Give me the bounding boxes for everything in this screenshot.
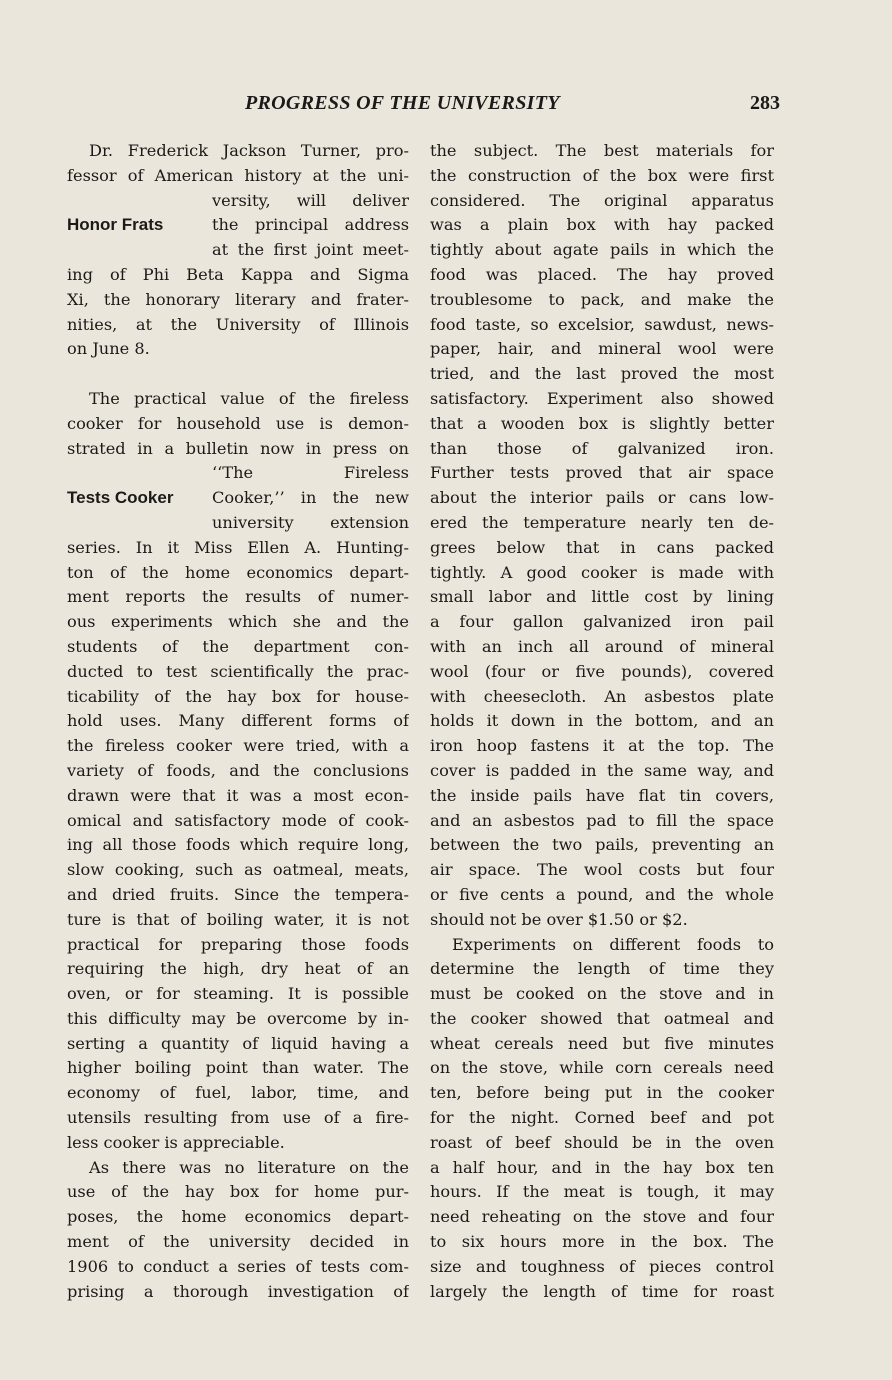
text-line: ducted to test scientifically the prac- <box>67 661 409 681</box>
text-line: fessor of American history at the uni- <box>67 165 409 185</box>
text-line: and an asbestos pad to fill the space <box>430 810 774 830</box>
text-line: the cooker showed that oatmeal and <box>430 1008 774 1028</box>
text-line: and dried fruits. Since the tempera- <box>67 884 409 904</box>
text-line: versity, will deliver <box>212 190 409 210</box>
text-line: strated in a bulletin now in press on <box>67 438 409 458</box>
text-line: size and toughness of pieces control <box>430 1256 774 1276</box>
text-line: iron hoop fastens it at the top. The <box>430 736 774 756</box>
text-line: must be cooked on the stove and in <box>430 984 774 1004</box>
text-line: with an inch all around of mineral <box>430 636 774 656</box>
text-line: utensils resulting from use of a fire- <box>67 1108 409 1128</box>
sidenote-row <box>67 486 409 511</box>
text-line: ered the temperature nearly ten de- <box>430 512 774 532</box>
sidenote-honor-frats: Honor Frats <box>67 215 164 235</box>
text-line: troublesome to pack, and make the <box>430 289 774 309</box>
text-line: ton of the home economics depart- <box>67 562 409 582</box>
text-line: tried, and the last proved the most <box>430 364 774 384</box>
text-line: holds it down in the bottom, and an <box>430 711 774 731</box>
text-line: ten, before being put in the cooker <box>430 1083 774 1103</box>
paragraph-experiments <box>430 933 774 1305</box>
text-line: need reheating on the stove and four <box>430 1207 774 1227</box>
text-line: tightly. A good cooker is made with <box>430 562 774 582</box>
sidenote-row <box>67 213 409 238</box>
text-line: the construction of the box were first <box>430 165 774 185</box>
left-column <box>67 139 409 1304</box>
text-line: the principal address <box>212 215 409 235</box>
text-line: for the night. Corned beef and pot <box>430 1108 774 1128</box>
text-line: oven, or for steaming. It is possible <box>67 984 409 1004</box>
text-line: hours. If the meat is tough, it may <box>430 1182 774 1202</box>
text-line: requiring the high, dry heat of an <box>67 959 409 979</box>
text-line: ous experiments which she and the <box>67 612 409 632</box>
text-line: The practical value of the fireless <box>89 388 409 408</box>
text-line: 1906 to conduct a series of tests com- <box>67 1256 409 1276</box>
text-line: cooker for household use is demon- <box>67 413 409 433</box>
text-line: grees below that in cans packed <box>430 537 774 557</box>
text-line: the subject. The best materials for <box>430 141 774 160</box>
text-line: this difficulty may be overcome by in- <box>67 1008 409 1028</box>
paragraph-tests-cooker <box>67 387 409 1156</box>
text-line: was a plain box with hay packed <box>430 215 774 235</box>
text-line: air space. The wool costs but four <box>430 860 774 880</box>
text-line: less cooker is appreciable. <box>67 1132 285 1152</box>
text-line: prising a thorough investigation of <box>67 1281 409 1301</box>
text-line: or five cents a pound, and the whole <box>430 884 774 904</box>
text-line: higher boiling point than water. The <box>67 1058 409 1078</box>
text-line: the inside pails have flat tin covers, <box>430 785 774 805</box>
text-line: omical and satisfactory mode of cook- <box>67 810 409 830</box>
text-line: use of the hay box for home pur- <box>67 1182 409 1202</box>
page-header <box>245 92 780 120</box>
text-line: considered. The original apparatus <box>430 190 774 210</box>
text-line: drawn were that it was a most econ- <box>67 785 409 805</box>
text-line: with cheesecloth. An asbestos plate <box>430 686 774 706</box>
text-line: Xi, the honorary literary and frater- <box>67 289 409 309</box>
text-line: serting a quantity of liquid having a <box>67 1033 409 1053</box>
text-line: practical for preparing those foods <box>67 934 409 954</box>
text-line: hold uses. Many different forms of <box>67 711 409 731</box>
text-line: students of the department con- <box>67 636 409 656</box>
text-line: satisfactory. Experiment also showed <box>430 388 774 408</box>
text-line: than those of galvanized iron. <box>430 438 774 458</box>
text-line: ment reports the results of numer- <box>67 587 409 607</box>
text-line: a half hour, and in the hay box ten <box>430 1157 774 1177</box>
right-column <box>430 139 774 1304</box>
text-line: Experiments on different foods to <box>452 934 774 954</box>
text-line: ticability of the hay box for house- <box>67 686 409 706</box>
text-line: Dr. Frederick Jackson Turner, pro- <box>89 141 409 160</box>
text-line: tightly about agate pails in which the <box>430 240 774 260</box>
text-line: determine the length of time they <box>430 959 774 979</box>
text-line: cover is padded in the same way, and <box>430 760 774 780</box>
text-line: university extension <box>212 512 409 532</box>
text-line: ment of the university decided in <box>67 1232 409 1252</box>
text-line: Further tests proved that air space <box>430 463 774 483</box>
text-line: on the stove, while corn cereals need <box>430 1058 774 1078</box>
page-number: 283 <box>750 92 780 114</box>
text-line: ing all those foods which require long, <box>67 835 409 855</box>
text-line: largely the length of time for roast <box>430 1281 774 1301</box>
text-line: should not be over $1.50 or $2. <box>430 909 688 929</box>
text-line: on June 8. <box>67 339 150 359</box>
text-line: food taste, so excelsior, sawdust, news- <box>430 314 774 334</box>
paragraph-honor-frats <box>67 139 409 362</box>
text-line: economy of fuel, labor, time, and <box>67 1083 409 1103</box>
text-line: paper, hair, and mineral wool were <box>430 339 774 359</box>
text-line: between the two pails, preventing an <box>430 835 774 855</box>
running-title: PROGRESS OF THE UNIVERSITY <box>245 92 560 114</box>
text-line: that a wooden box is slightly better <box>430 413 774 433</box>
text-line: a four gallon galvanized iron pail <box>430 612 774 632</box>
text-line: ing of Phi Beta Kappa and Sigma <box>67 264 409 284</box>
text-line: As there was no literature on the <box>89 1157 409 1177</box>
text-line: roast of beef should be in the oven <box>430 1132 774 1152</box>
paragraph-materials <box>430 139 774 933</box>
text-line: Cooker,’’ in the new <box>212 488 409 508</box>
text-line: ‘‘The Fireless <box>212 463 409 483</box>
text-line: ture is that of boiling water, it is not <box>67 909 409 929</box>
text-line: food was placed. The hay proved <box>430 264 774 284</box>
text-line: wool (four or five pounds), covered <box>430 661 774 681</box>
text-line: wheat cereals need but five minutes <box>430 1033 774 1053</box>
paragraph-hay-box-history <box>67 1156 409 1305</box>
text-line: the fireless cooker were tried, with a <box>67 736 409 756</box>
text-line: at the first joint meet- <box>212 240 409 260</box>
text-line: about the interior pails or cans low- <box>430 488 774 508</box>
paragraph-spacer <box>67 362 409 387</box>
text-line: to six hours more in the box. The <box>430 1232 774 1252</box>
text-line: variety of foods, and the conclusions <box>67 760 409 780</box>
text-line: series. In it Miss Ellen A. Hunting- <box>67 537 409 557</box>
text-line: slow cooking, such as oatmeal, meats, <box>67 860 409 880</box>
text-line: poses, the home economics depart- <box>67 1207 409 1227</box>
text-line: nities, at the University of Illinois <box>67 314 409 334</box>
text-line: small labor and little cost by lining <box>430 587 774 607</box>
sidenote-tests-cooker: Tests Cooker <box>67 488 174 508</box>
